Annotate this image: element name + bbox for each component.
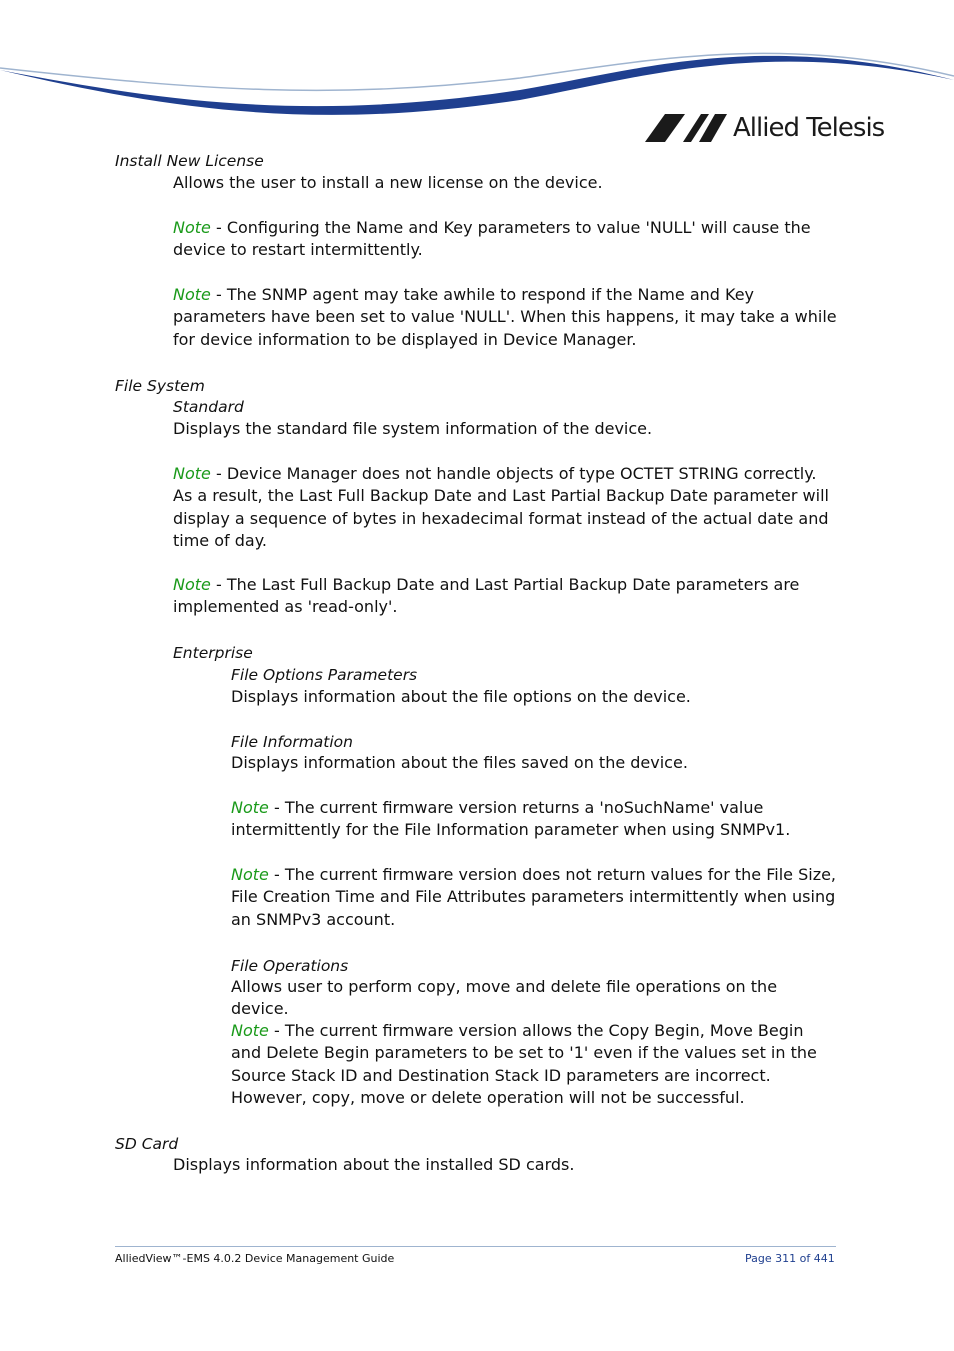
file-info-desc: Displays information about the files saved on the device.: [231, 753, 688, 772]
sd-card-heading: SD Card: [115, 1135, 179, 1153]
note-text: - The current firmware version allows the Copy Begin, Move Begin and Delete Begin parameters to be set to '1' even if the values set in the Source Stack ID and Destination Stack ID parameters are incorrect. However, copy, move or delete operation will not be successful.: [231, 1021, 817, 1108]
note-text: - The current firmware version returns a 'noSuchName' value intermittently for the File Information parameter when using SNMPv1.: [231, 798, 791, 840]
note-label: Note: [173, 285, 211, 304]
file-info-heading: File Information: [231, 733, 353, 751]
file-info-note-1: [231, 797, 838, 842]
file-options-desc: Displays information about the file options on the device.: [231, 687, 691, 706]
enterprise-heading: Enterprise: [173, 644, 253, 662]
footer-divider: [115, 1246, 836, 1247]
note-text: - Device Manager does not handle objects of type OCTET STRING correctly. As a result, the Last Full Backup Date and Last Partial Backup Date parameter will display a sequence of bytes in hexadecimal format instead of the actual date and time of day.: [173, 464, 829, 551]
standard-note-1: [173, 463, 838, 553]
logo-mark-icon: [645, 114, 727, 142]
install-license-heading: Install New License: [115, 152, 264, 170]
file-options-heading: File Options Parameters: [231, 666, 418, 684]
note-text: - The SNMP agent may take awhile to respond if the Name and Key parameters have been set to value 'NULL'. When this happens, it may take a while for device information to be displayed in Device Manager.: [173, 285, 837, 349]
standard-desc: Displays the standard file system information of the device.: [173, 419, 653, 438]
note-text: - The current firmware version does not return values for the File Size, File Creation Time and File Attributes parameters intermittently when using an SNMPv3 account.: [231, 865, 837, 929]
install-license-desc: Allows the user to install a new license on the device.: [173, 173, 603, 192]
standard-note-2: [173, 574, 838, 619]
logo-text: Allied Telesis: [733, 113, 885, 143]
note-label: Note: [231, 798, 269, 817]
footer-guide-title: AlliedView™-EMS 4.0.2 Device Management Guide: [115, 1252, 395, 1265]
install-license-note-1: [173, 217, 838, 262]
note-label: Note: [231, 1021, 269, 1040]
note-text: - The Last Full Backup Date and Last Partial Backup Date parameters are implemented as 'read-only'.: [173, 575, 800, 617]
sd-card-desc: Displays information about the installed SD cards.: [173, 1155, 575, 1174]
file-info-note-2: [231, 864, 838, 931]
note-label: Note: [173, 575, 211, 594]
note-label: Note: [173, 464, 211, 483]
note-label: Note: [231, 865, 269, 884]
file-system-heading: File System: [115, 377, 205, 395]
allied-telesis-logo: [645, 110, 884, 146]
file-ops-heading: File Operations: [231, 957, 349, 975]
standard-heading: Standard: [173, 398, 244, 416]
install-license-note-2: [173, 284, 838, 351]
note-text: - Configuring the Name and Key parameters to value 'NULL' will cause the device to restart intermittently.: [173, 218, 811, 260]
footer-page-number: Page 311 of 441: [745, 1252, 835, 1265]
note-label: Note: [173, 218, 211, 237]
file-ops-note: [231, 1020, 838, 1110]
file-ops-desc: Allows user to perform copy, move and delete file operations on the device.: [231, 977, 778, 1019]
